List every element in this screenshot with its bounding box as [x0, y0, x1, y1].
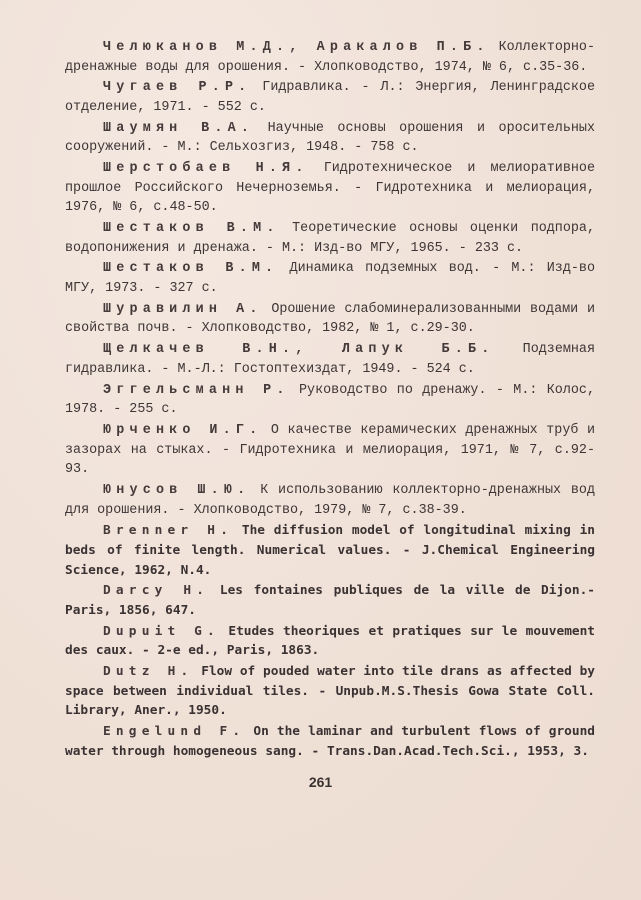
bib-text: Динамика подземных вод. - М.: Изд-во МГУ, 1973. - 327 с. [65, 261, 595, 297]
bib-text: О качестве керамических дренажных труб и зазорах на стыках. - Гидротехника и мелиорация, 1971, № 7, с.92-93. [65, 422, 595, 478]
bib-entry [65, 481, 595, 520]
bib-author: Шестаков В.М. [103, 261, 279, 277]
bib-text: Подземная гидравлика. - М.-Л.: Гостоптехиздат, 1949. - 524 с. [65, 342, 595, 377]
bib-entry [65, 38, 595, 77]
bib-author: Щелкачев В.Н., Лапук Б.Б. [103, 342, 495, 358]
bib-text: Коллекторно-дренажные воды для орошения. - Хлопководство, 1974, № 6, с.35-36. [65, 40, 595, 75]
bib-entry [65, 300, 595, 339]
bib-author: Юнусов Ш.Ю. [103, 482, 251, 498]
bib-entry [65, 219, 595, 258]
bib-author: Brenner H. [103, 523, 234, 539]
bib-entry [65, 521, 595, 580]
bib-author: Dutz H. [103, 664, 194, 680]
bib-entry [65, 340, 595, 379]
bib-author: Darcy H. [103, 583, 210, 599]
bib-text: К использованию коллекторно-дренажных вод для орошения. - Хлопководство, 1979, № 7, с.38-39. [65, 482, 595, 518]
bib-entry [65, 581, 595, 620]
bib-author: Шуравилин А. [103, 301, 263, 317]
bib-text: The diffusion model of longitudinal mixing in beds of finite length. Numerical values. - J.Chemical Engineering Science, 1962, N.4. [65, 523, 596, 578]
bib-entry [65, 662, 595, 721]
bib-author: Челюканов М.Д., Аракалов П.Б. [103, 40, 490, 55]
bib-entry [65, 78, 595, 117]
bib-author: Шерстобаев Н.Я. [103, 161, 309, 177]
bib-text: Научные основы орошения и оросительных сооружений. - М.: Сельхозгиз, 1948. - 758 с. [65, 120, 595, 156]
bib-text: Теоретические основы оценки подпора, водопонижения и дренажа. - М.: Изд-во МГУ, 1965. - 233 с. [65, 221, 595, 256]
bib-author: Юрченко И.Г. [103, 422, 263, 438]
bib-entry [65, 159, 595, 218]
bib-text: Орошение слабоминерализованными водами и свойства почв. - Хлопководство, 1982, № 1, с.29-30. [65, 301, 595, 337]
bib-entry [65, 722, 595, 761]
bib-author: Engelund F. [103, 724, 246, 739]
bib-text: Flow of pouded water into tile drans as affected by space between individual tiles. - Unpub.M.S.Thesis Gowa State Coll. Library, Aner., 1950. [65, 664, 595, 719]
bib-author: Чугаев Р.Р. [103, 80, 252, 96]
bib-text: Гидравлика. - Л.: Энергия, Ленинградское отделение, 1971. - 552 с. [65, 80, 595, 115]
bib-text: Руководство по дренажу. - М.: Колос, 1978. - 255 с. [65, 382, 595, 418]
bib-entry [65, 622, 595, 661]
bib-entry [65, 119, 595, 158]
bib-entry [65, 421, 595, 480]
bib-author: Шестаков В.М. [103, 221, 280, 237]
bib-author: Dupuit G. [103, 623, 220, 639]
bibliography-list [65, 38, 595, 762]
bib-text: Гидротехническое и мелиоративное прошлое Российского Нечерноземья. - Гидротехника и мелиорация, 1976, № 6, с.48-50. [65, 161, 595, 216]
bib-author: Шаумян В.А. [103, 120, 255, 136]
bib-text: On the laminar and turbulent flows of ground water through homogeneous sang. - Trans.Dan.Acad.Tech.Sci., 1953, 3. [65, 724, 595, 759]
page-number: 261 [308, 774, 333, 790]
bib-entry [65, 381, 595, 420]
bib-entry [65, 259, 595, 298]
bib-author: Эггельсманн Р. [103, 382, 290, 398]
bib-text: Etudes theoriques et pratiques sur le mouvement des caux. - 2-e ed., Paris, 1863. [65, 623, 596, 659]
bib-text: Les fontaines publiques de la ville de Dijon.- Paris, 1856, 647. [65, 583, 595, 618]
